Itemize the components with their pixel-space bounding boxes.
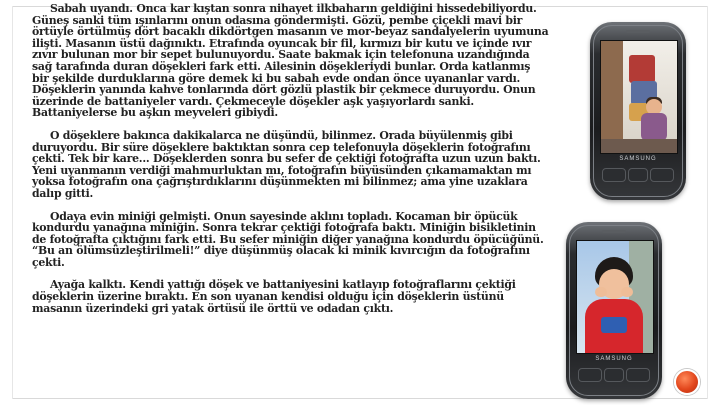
- call-key: [602, 168, 626, 182]
- call-key: [578, 368, 602, 382]
- phone-speaker: [602, 230, 626, 233]
- next-slide-button[interactable]: [674, 369, 700, 395]
- phone-screen-photo: [576, 240, 654, 354]
- story-text: [32, 3, 550, 325]
- slide-left-border: [12, 6, 13, 399]
- phone-keys: [578, 368, 650, 384]
- door-shape: [601, 41, 623, 153]
- phone-screen-photo: [600, 40, 678, 154]
- floor: [601, 139, 677, 153]
- story-paragraph-3: Odaya evin miniği gelmişti. Onun sayesinde aklını topladı. Kocaman bir öpücük kondurdu yanağına miniğin. Sonra tekrar çektiği fotoğrafa baktı. Miniğin bisikletinin de fotoğrafta çıktığını fark etti. Bu sefer miniğin diğer yanağına kondurdu öpücüğünü. “Bu an ölümsüzleştirilmeli!” diye düşünmüş olacak ki minik kıvırcığın da fotoğrafını çekti.: [32, 209, 544, 269]
- phone-image-bedding: [590, 22, 686, 200]
- end-key: [650, 168, 674, 182]
- phone-image-child: [566, 222, 662, 399]
- phone-keys: [602, 168, 674, 184]
- end-key: [626, 368, 650, 382]
- phone-speaker: [626, 30, 650, 33]
- story-paragraph-2: O döşeklere bakınca dakikalarca ne düşündü, bilinmez. Orada büyülenmiş gibi duruyordu. Bir süre döşeklere baktıktan sonra cep telefonuyla döşeklerin fotoğrafını çekti. Tek bir kare... Döşeklerden sonra bu sefer de çektiği fotoğrafta uzun uzun baktı. Yeni uyanmanın verdiği mahmurluktan mı, fotoğrafın büyüsünden çıkamamaktan mı yoksa fotoğrafın ona çağrıştırdıklarını düşünmekten mi bilinmez; ama yine uzaklara dalıp gitti.: [32, 128, 541, 200]
- menu-key: [628, 168, 648, 182]
- sweater-pattern: [601, 317, 627, 333]
- slide-right-border: [707, 6, 708, 399]
- story-paragraph-4: Ayağa kalktı. Kendi yattığı döşek ve battaniyesini katlayıp fotoğraflarını çektiği döşeklerin üzerine bıraktı. En son uyanan kendisi olduğu için döşeklerin üstünü masanın üzerindeki gri yatak örtüsü ile örttü ve odadan çıktı.: [32, 278, 516, 315]
- child-hand: [621, 287, 633, 297]
- phone-brand-label: SAMSUNG: [619, 156, 657, 162]
- child-body: [641, 113, 667, 141]
- phone-brand-label: SAMSUNG: [595, 356, 633, 362]
- story-paragraph-1: Sabah uyandı. Onca kar kıştan sonra nihayet ilkbaharın geldiğini hissedebiliyordu. Güneş sanki tüm ışınlarını onun odasına göndermişti. Gözü, pembe çiçekli mavi bir örtüyle örtülmüş dört bacaklı dikdörtgen masanın ve mor-beyaz sandalyelerin uyumuna ilişti. Masanın üstü dağınıktı. Etrafında oyuncak bir fil, kırmızı bir kutu ve içinde ıvır zıvır bulunan mor bir sepet bulunuyordu. Saate bakmak için telefonuna uzandığında sağ tarafında duran döşekleri fark etti. Ailesinin döşekleriydi bunlar. Orda katlanmış bir şekilde durduklarına göre demek ki bu sabah evde ondan önce uyananlar vardı. Döşeklerin yanında kahve tonlarında dört gözlü plastik bir çekmece duruyordu. Onun üzerinde de battaniyeler vardı. Çekmeceyle döşekler aşk yaşıyorlardı sanki. Battaniyelerse bu aşkın meyveleri gibiydi.: [32, 2, 549, 120]
- child-hand: [595, 287, 607, 297]
- menu-key: [604, 368, 624, 382]
- bedding-stack: [629, 55, 655, 83]
